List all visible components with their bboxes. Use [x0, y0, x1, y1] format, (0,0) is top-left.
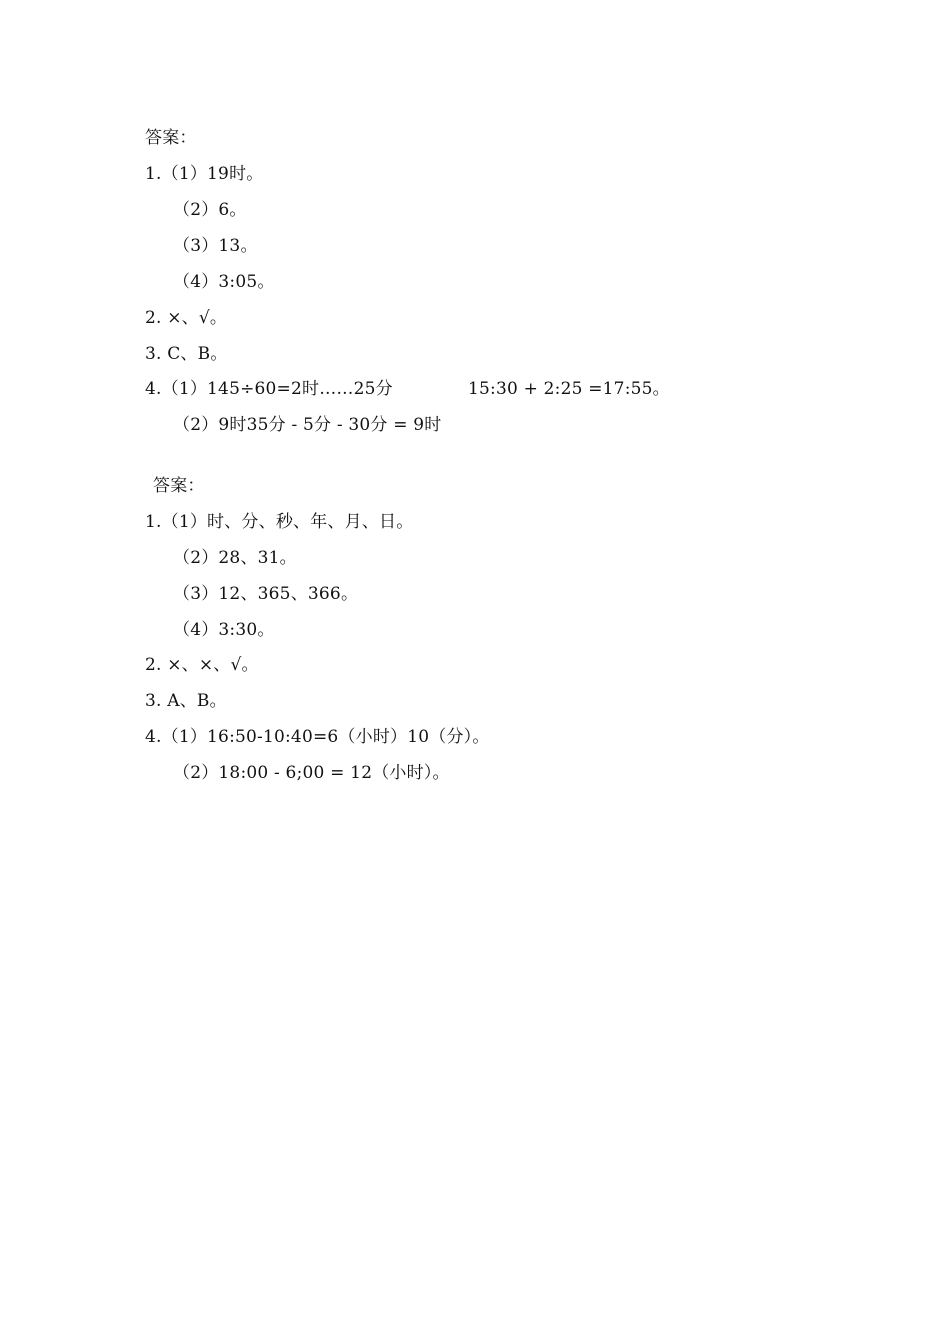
answer-1-2: （2）6。: [173, 200, 247, 220]
answer2-4-2: （2）18:00 - 6;00 = 12（小时）。: [173, 763, 450, 783]
answer-heading-1: 答案：: [145, 128, 197, 148]
answer2-1-4: （4）3:30。: [173, 620, 275, 640]
answer-2: 2. ×、√。: [145, 308, 228, 328]
answer-heading-2: 答案：: [153, 476, 205, 496]
answer-4-1: 4.（1）145÷60=2时……25分: [145, 379, 393, 399]
answer-1-1: 1.（1）19时。: [145, 164, 264, 184]
answer-4-1-continuation: 15:30 + 2:25 =17:55。: [468, 379, 670, 399]
answer2-2: 2. ×、×、√。: [145, 655, 259, 675]
answer-1-4: （4）3:05。: [173, 272, 275, 292]
answer-4-2: （2）9时35分 - 5分 - 30分 = 9时: [173, 415, 442, 435]
answer2-4-1: 4.（1）16:50-10:40=6（小时）10（分）。: [145, 727, 490, 747]
answer-1-3: （3）13。: [173, 236, 258, 256]
answer2-1-2: （2）28、31。: [173, 548, 297, 568]
answer2-1-3: （3）12、365、366。: [173, 584, 359, 604]
answer-3: 3. C、B。: [145, 344, 228, 364]
answer2-1-1: 1.（1）时、分、秒、年、月、日。: [145, 512, 414, 532]
answer2-3: 3. A、B。: [145, 691, 227, 711]
